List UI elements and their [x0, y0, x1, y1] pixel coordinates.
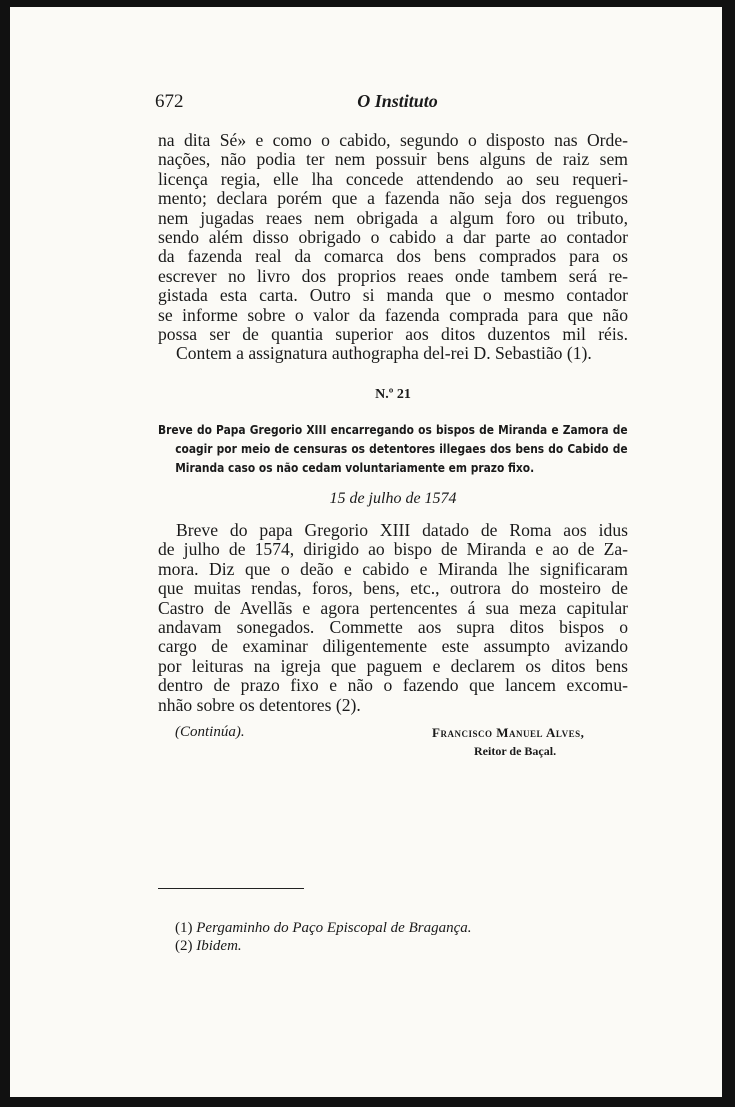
page [10, 7, 722, 1097]
footnote-mark: (2) [175, 938, 193, 954]
footnote-source: Pergaminho do Paço Episcopal de Bragança. [196, 920, 472, 936]
footnote [175, 919, 471, 937]
text-line: gistada esta carta. Outro si manda que o mesmo contador [158, 285, 628, 306]
document-number: N.º 21 [375, 387, 411, 402]
footnote-mark: (1) [175, 920, 193, 936]
page-header [155, 91, 640, 115]
footnote [175, 937, 471, 955]
signature-note: Contem a assignatura authographa del-rei D. Sebastião (1). [176, 343, 592, 364]
author-name: Francisco Manuel Alves, [432, 725, 585, 740]
text-line: nações, não podia ter nem possuir bens alguns de raiz sem [158, 149, 628, 170]
continua-note: (Continúa). [175, 724, 245, 740]
document-summary [158, 420, 628, 477]
body-paragraph-1 [158, 131, 628, 364]
text-line: possa ser de quantia superior aos ditos duzentos mil réis. [158, 324, 628, 345]
body-paragraph-3 [158, 521, 628, 715]
text-line: por leituras na igreja que paguem e declarem os ditos bens [158, 655, 628, 676]
summary-line: coagir por meio de censuras os detentores illegaes dos bens do Cabido de [175, 441, 628, 456]
text-line: nem jugadas reaes nem obrigada a algum foro ou tributo, [158, 207, 628, 228]
summary-line: Miranda caso os não cedam voluntariamente em prazo fixo. [175, 460, 535, 475]
text-line: da fazenda real da comarca dos bens comprados para os [158, 246, 628, 267]
footnote-divider [158, 888, 304, 889]
text-line: mento; declara porém que a fazenda não seja dos reguengos [158, 188, 628, 209]
text-line: dentro de prazo fixo e não o fazendo que lancem excomu- [158, 675, 628, 696]
text-line: Castro de Avellãs e agora pertencentes á sua meza capitular [158, 597, 628, 618]
summary-line: Breve do Papa Gregorio XIII encarregando os bispos de Miranda e Zamora de [158, 422, 628, 437]
text-line: que muitas rendas, foros, bens, etc., outrora do mosteiro de [158, 578, 628, 599]
text-line: se informe sobre o valor da fazenda comprada para que não [158, 304, 628, 325]
text-line: Breve do papa Gregorio XIII datado de Roma aos idus [176, 520, 628, 540]
document-date: 15 de julho de 1574 [329, 490, 457, 507]
text-line: licença regia, elle lha concede attendendo ao seu requeri- [158, 168, 628, 189]
footnotes [175, 919, 471, 955]
footnote-source: Ibidem. [196, 938, 242, 954]
running-title: O Instituto [357, 91, 438, 111]
text-line: escrever no livro dos proprios reaes onde tambem será re- [158, 265, 628, 286]
text-line: nhão sobre os detentores (2). [158, 694, 361, 715]
text-line: de julho de 1574, dirigido ao bispo de Miranda e ao de Za- [158, 539, 628, 560]
text-line: na dita Sé» e como o cabido, segundo o disposto nas Orde- [158, 130, 628, 150]
text-line: andavam sonegados. Commette aos supra ditos bispos o [158, 617, 628, 638]
text-line: mora. Diz que o deão e cabido e Miranda lhe significaram [158, 558, 628, 579]
page-number: 672 [155, 91, 184, 112]
text-line: sendo além disso obrigado o cabido a dar parte ao contador [158, 227, 628, 248]
author-role: Reitor de Baçal. [474, 744, 557, 758]
text-line: cargo de examinar diligentemente este assumpto avizando [158, 636, 628, 657]
